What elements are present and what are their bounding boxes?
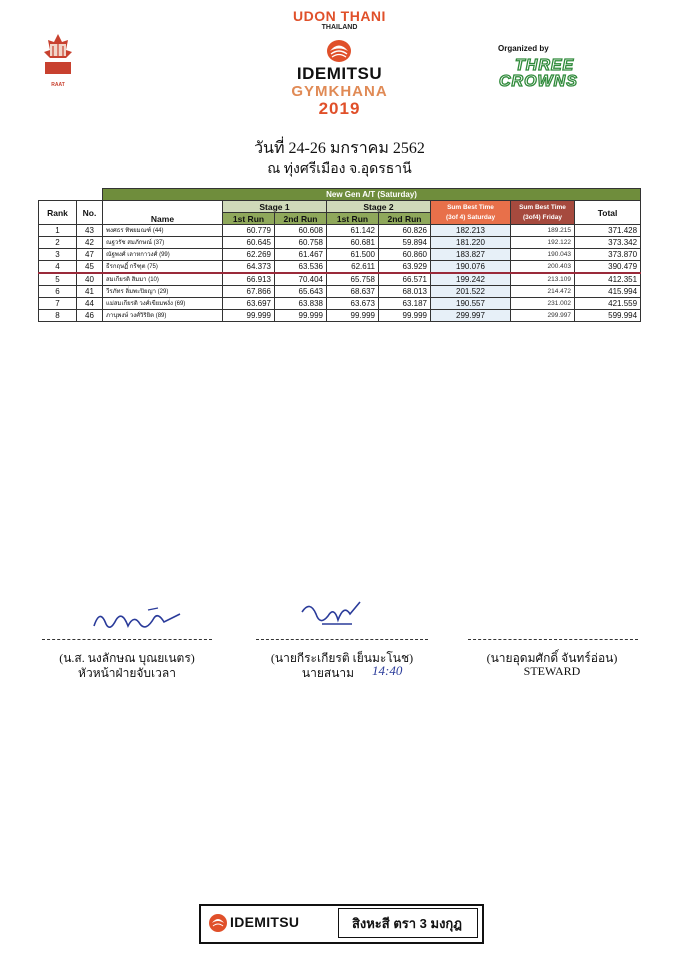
stage1-run1-cell: 60.645	[223, 237, 275, 249]
number-cell: 43	[77, 225, 103, 237]
stage1-run2-cell: 63.536	[275, 261, 327, 274]
header-s1-run2: 2nd Run	[275, 213, 327, 225]
total-cell: 421.559	[575, 298, 641, 310]
stage1-run2-cell: 63.838	[275, 298, 327, 310]
header-sum-saturday-line1: Sum Best Time	[447, 203, 494, 211]
number-cell: 41	[77, 286, 103, 298]
table-row	[39, 261, 641, 274]
table-row	[39, 237, 641, 249]
steward-title: STEWARD	[523, 664, 581, 678]
rank-cell: 6	[39, 286, 77, 298]
total-cell: 371.428	[575, 225, 641, 237]
header-name: Name	[103, 201, 223, 225]
stage2-run2-cell: 60.860	[379, 249, 431, 261]
sum-saturday-cell: 182.213	[431, 225, 511, 237]
table-row	[39, 298, 641, 310]
header-s1-run1: 1st Run	[223, 213, 275, 225]
name-cell: แม่สมเกียรติ วงศ์เขียมพงั่ง (69)	[103, 298, 223, 310]
stage1-run2-cell: 60.608	[275, 225, 327, 237]
sum-saturday-cell: 190.557	[431, 298, 511, 310]
raat-logo-sub: RAAT	[51, 82, 65, 88]
table-row	[39, 225, 641, 237]
sum-friday-cell: 299.997	[511, 310, 575, 322]
name-cell: ณฐวรัช สมภักษณ์ (37)	[103, 237, 223, 249]
table-caption: New Gen A/T (Saturday)	[103, 189, 641, 201]
sum-friday-cell: 192.122	[511, 237, 575, 249]
rank-cell: 3	[39, 249, 77, 261]
header-stage1: Stage 1	[223, 201, 327, 213]
footer-thai-brand: สิงหะสี ตรา 3 มงกุฎ	[351, 916, 463, 931]
number-cell: 47	[77, 249, 103, 261]
number-cell: 44	[77, 298, 103, 310]
table-row	[39, 273, 641, 286]
rank-cell: 8	[39, 310, 77, 322]
rank-cell: 7	[39, 298, 77, 310]
sum-friday-cell: 189.215	[511, 225, 575, 237]
name-cell: สมเกียรติ สิมมา (10)	[103, 273, 223, 286]
stage1-run2-cell: 61.467	[275, 249, 327, 261]
sum-saturday-cell: 201.522	[431, 286, 511, 298]
sum-friday-cell: 213.109	[511, 273, 575, 286]
stage2-run1-cell: 61.500	[327, 249, 379, 261]
footer-idemitsu-flame-icon	[208, 913, 228, 933]
sum-saturday-cell: 199.242	[431, 273, 511, 286]
name-cell: พงศธร ทิพยมณฑ์ (44)	[103, 225, 223, 237]
stage2-run2-cell: 63.929	[379, 261, 431, 274]
header-total: Total	[575, 201, 641, 225]
signature-line-right	[468, 639, 638, 640]
sum-saturday-cell: 181.220	[431, 237, 511, 249]
clerk-signed-time: 14:40	[372, 663, 403, 678]
number-cell: 42	[77, 237, 103, 249]
sum-saturday-cell: 299.997	[431, 310, 511, 322]
number-cell: 45	[77, 261, 103, 274]
total-cell: 390.479	[575, 261, 641, 274]
header-rank: Rank	[39, 201, 77, 225]
three-crowns-line1: THREE	[515, 57, 575, 74]
sum-saturday-cell: 190.076	[431, 261, 511, 274]
city-title: UDON THANI	[293, 8, 386, 24]
sum-friday-cell: 190.043	[511, 249, 575, 261]
sum-saturday-cell: 183.827	[431, 249, 511, 261]
event-date: วันที่ 24-26 มกราคม 2562	[254, 140, 425, 157]
number-cell: 40	[77, 273, 103, 286]
stage2-run2-cell: 68.013	[379, 286, 431, 298]
timekeeper-signature	[88, 602, 188, 642]
stage1-run1-cell: 64.373	[223, 261, 275, 274]
table-row	[39, 310, 641, 322]
stage2-run1-cell: 65.758	[327, 273, 379, 286]
total-cell: 373.870	[575, 249, 641, 261]
header-sum-friday	[511, 201, 575, 225]
organized-by-label: Organized by	[498, 44, 549, 53]
clerk-signature	[292, 596, 372, 636]
signature-line-left	[42, 639, 212, 640]
stage1-run2-cell: 60.758	[275, 237, 327, 249]
stage1-run1-cell: 62.269	[223, 249, 275, 261]
signature-line-middle	[256, 639, 428, 640]
name-cell: ณัฐพงศ์ เลาหกาวงศ์ (99)	[103, 249, 223, 261]
header-sum-saturday-line2: (3of 4) Saturday	[445, 213, 496, 221]
timekeeper-name: (น.ส. นงลักษณ บุณยเนตร)	[59, 651, 195, 665]
header-stage2: Stage 2	[327, 201, 431, 213]
idemitsu-flame-icon	[318, 38, 360, 64]
results-table	[38, 188, 641, 322]
stage2-run1-cell: 68.637	[327, 286, 379, 298]
stage2-run1-cell: 61.142	[327, 225, 379, 237]
stage1-run1-cell: 67.866	[223, 286, 275, 298]
header-sum-friday-line2: (3of4) Friday	[522, 213, 562, 221]
clerk-title: นายสนาม	[301, 666, 355, 680]
stage1-run2-cell: 99.999	[275, 310, 327, 322]
stage1-run2-cell: 70.404	[275, 273, 327, 286]
rank-cell: 1	[39, 225, 77, 237]
rank-cell: 4	[39, 261, 77, 274]
rank-cell: 2	[39, 237, 77, 249]
sum-friday-cell: 200.403	[511, 261, 575, 274]
total-cell: 415.994	[575, 286, 641, 298]
footer-sponsor-name: IDEMITSU	[230, 914, 300, 930]
header-sum-friday-line1: Sum Best Time	[519, 203, 566, 211]
stage2-run2-cell: 60.826	[379, 225, 431, 237]
sum-friday-cell: 214.472	[511, 286, 575, 298]
stage1-run1-cell: 99.999	[223, 310, 275, 322]
stage1-run1-cell: 63.697	[223, 298, 275, 310]
stage2-run2-cell: 99.999	[379, 310, 431, 322]
stage1-run1-cell: 60.779	[223, 225, 275, 237]
total-cell: 373.342	[575, 237, 641, 249]
stage2-run2-cell: 63.187	[379, 298, 431, 310]
name-cell: ภานุพงษ์ วงศ์วิริยิต (89)	[103, 310, 223, 322]
raat-logo-text: ธรอท	[47, 72, 69, 82]
stage2-run2-cell: 59.894	[379, 237, 431, 249]
brand-title: IDEMITSU	[296, 64, 383, 83]
header-sum-saturday	[431, 201, 511, 225]
results-body	[39, 225, 641, 322]
table-row	[39, 249, 641, 261]
sum-friday-cell: 231.002	[511, 298, 575, 310]
stage2-run1-cell: 62.611	[327, 261, 379, 274]
country-label: THAILAND	[321, 24, 358, 31]
three-crowns-line2: CROWNS	[499, 73, 578, 90]
header-no: No.	[77, 201, 103, 225]
steward-name: (นายอุดมศักดิ์ จันทร์อ่อน)	[486, 651, 618, 665]
name-cell: วีรภัทร ลิ่มพะปิยญา (29)	[103, 286, 223, 298]
total-cell: 599.994	[575, 310, 641, 322]
number-cell: 46	[77, 310, 103, 322]
clerk-name: (นายกีระเกียรติ เย็นมะโนช)	[270, 651, 414, 665]
stage1-run2-cell: 65.643	[275, 286, 327, 298]
header-s2-run1: 1st Run	[327, 213, 379, 225]
rank-cell: 5	[39, 273, 77, 286]
event-year: 2019	[318, 99, 361, 118]
event-venue: ณ ทุ่งศรีเมือง จ.อุดรธานี	[267, 162, 412, 177]
stage1-run1-cell: 66.913	[223, 273, 275, 286]
stage2-run1-cell: 99.999	[327, 310, 379, 322]
event-title: GYMKHANA	[291, 83, 388, 100]
stage2-run1-cell: 63.673	[327, 298, 379, 310]
timekeeper-title: หัวหน้าฝ่ายจับเวลา	[78, 666, 176, 680]
header-s2-run2: 2nd Run	[379, 213, 431, 225]
name-cell: ธีรกฤษฏิ์ กรีฑุต (75)	[103, 261, 223, 274]
stage2-run1-cell: 60.681	[327, 237, 379, 249]
total-cell: 412.351	[575, 273, 641, 286]
three-crowns-logo	[495, 57, 625, 93]
table-row	[39, 286, 641, 298]
stage2-run2-cell: 66.571	[379, 273, 431, 286]
